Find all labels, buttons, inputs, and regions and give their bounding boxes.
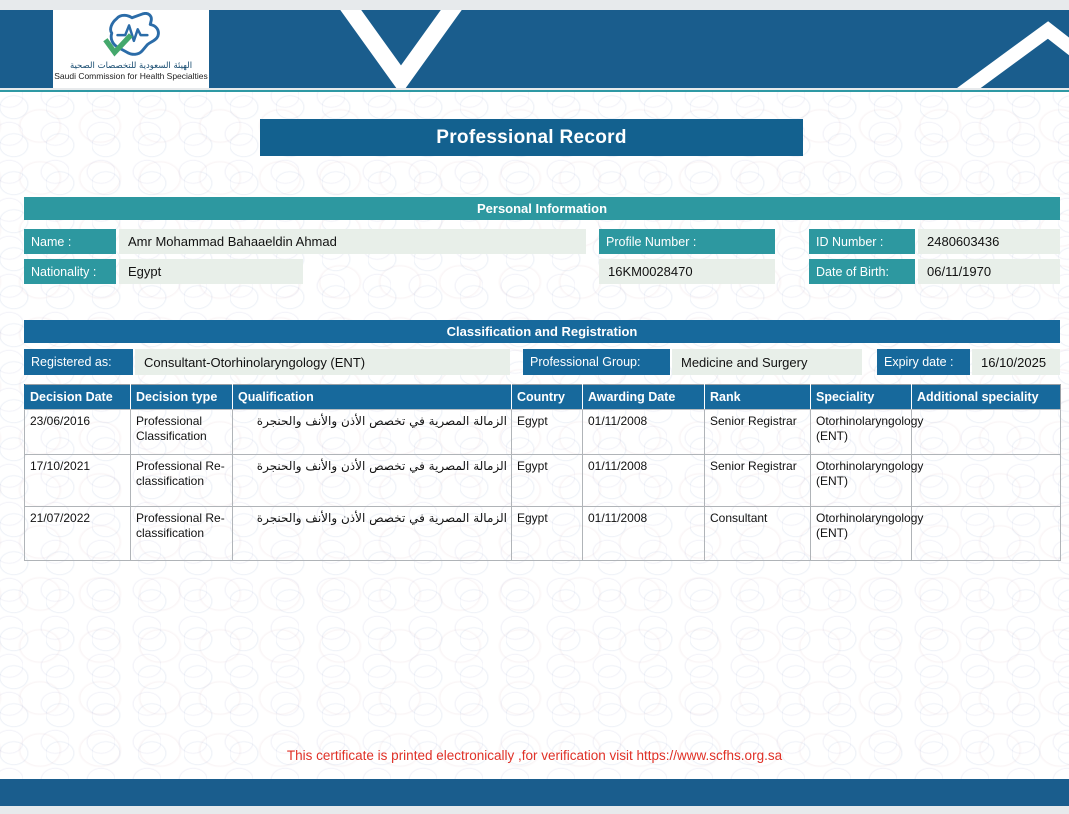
expiry-date-label: Expiry date :: [877, 349, 970, 375]
awarding-date-cell: 01/11/2008: [583, 455, 705, 507]
id-number-value: 2480603436: [918, 229, 1060, 254]
col-awarding-date: Awarding Date: [583, 385, 705, 410]
col-speciality: Speciality: [811, 385, 912, 410]
table-row: [25, 455, 1061, 507]
professional-group-value: Medicine and Surgery: [672, 349, 862, 375]
registered-as-value: Consultant-Otorhinolaryngology (ENT): [135, 349, 510, 375]
decision-type-cell: Professional Re-classification: [131, 507, 233, 561]
col-decision-type: Decision type: [131, 385, 233, 410]
name-label: Name :: [24, 229, 116, 254]
decision-type-cell: Professional Re-classification: [131, 455, 233, 507]
additional-speciality-cell: [912, 410, 1061, 455]
nationality-label: Nationality :: [24, 259, 116, 284]
scfhs-map-heartbeat-icon: [87, 12, 175, 62]
table-row: [25, 410, 1061, 455]
table-header-row: [25, 385, 1061, 410]
rank-cell: Senior Registrar: [705, 410, 811, 455]
country-cell: Egypt: [512, 410, 583, 455]
rank-cell: Senior Registrar: [705, 455, 811, 507]
personal-information-header: Personal Information: [24, 197, 1060, 220]
rank-cell: Consultant: [705, 507, 811, 561]
verification-notice: This certificate is printed electronically ,for verification visit https://www.scfhs.org.sa: [286, 748, 783, 763]
professional-group-label: Professional Group:: [523, 349, 670, 375]
col-decision-date: Decision Date: [25, 385, 131, 410]
speciality-cell: Otorhinolaryngology (ENT): [811, 455, 912, 507]
qualification-cell: الزمالة المصرية في تخصص الأذن والأنف والحنجرة: [233, 455, 512, 507]
date-of-birth-value: 06/11/1970: [918, 259, 1060, 284]
qualification-cell: الزمالة المصرية في تخصص الأذن والأنف والحنجرة: [233, 410, 512, 455]
name-value: Amr Mohammad Bahaaeldin Ahmad: [119, 229, 586, 254]
additional-speciality-cell: [912, 507, 1061, 561]
decision-date-cell: 23/06/2016: [25, 410, 131, 455]
profile-number-value: 16KM0028470: [599, 259, 775, 284]
col-additional-speciality: Additional speciality: [912, 385, 1061, 410]
profile-number-label: Profile Number :: [599, 229, 775, 254]
qualification-cell: الزمالة المصرية في تخصص الأذن والأنف والحنجرة: [233, 507, 512, 561]
country-cell: Egypt: [512, 507, 583, 561]
table-row: [25, 507, 1061, 561]
bottom-band: [0, 779, 1069, 806]
country-cell: Egypt: [512, 455, 583, 507]
scfhs-logo: [53, 10, 209, 88]
col-rank: Rank: [705, 385, 811, 410]
logo-english-text: Saudi Commission for Health Specialties: [54, 70, 208, 81]
awarding-date-cell: 01/11/2008: [583, 410, 705, 455]
expiry-date-value: 16/10/2025: [972, 349, 1060, 375]
awarding-date-cell: 01/11/2008: [583, 507, 705, 561]
decision-type-cell: Professional Classification: [131, 410, 233, 455]
logo-arabic-text: الهيئة السعودية للتخصصات الصحية: [69, 61, 193, 71]
decision-date-cell: 21/07/2022: [25, 507, 131, 561]
nationality-value: Egypt: [119, 259, 303, 284]
col-qualification: Qualification: [233, 385, 512, 410]
id-number-label: ID Number :: [809, 229, 915, 254]
date-of-birth-label: Date of Birth:: [809, 259, 915, 284]
speciality-cell: Otorhinolaryngology (ENT): [811, 507, 912, 561]
classification-header: Classification and Registration: [24, 320, 1060, 343]
col-country: Country: [512, 385, 583, 410]
teal-divider-line: [0, 90, 1069, 92]
page-title: Professional Record: [260, 119, 803, 156]
registered-as-label: Registered as:: [24, 349, 133, 375]
additional-speciality-cell: [912, 455, 1061, 507]
decisions-table: [24, 384, 1061, 561]
speciality-cell: Otorhinolaryngology (ENT): [811, 410, 912, 455]
decision-date-cell: 17/10/2021: [25, 455, 131, 507]
